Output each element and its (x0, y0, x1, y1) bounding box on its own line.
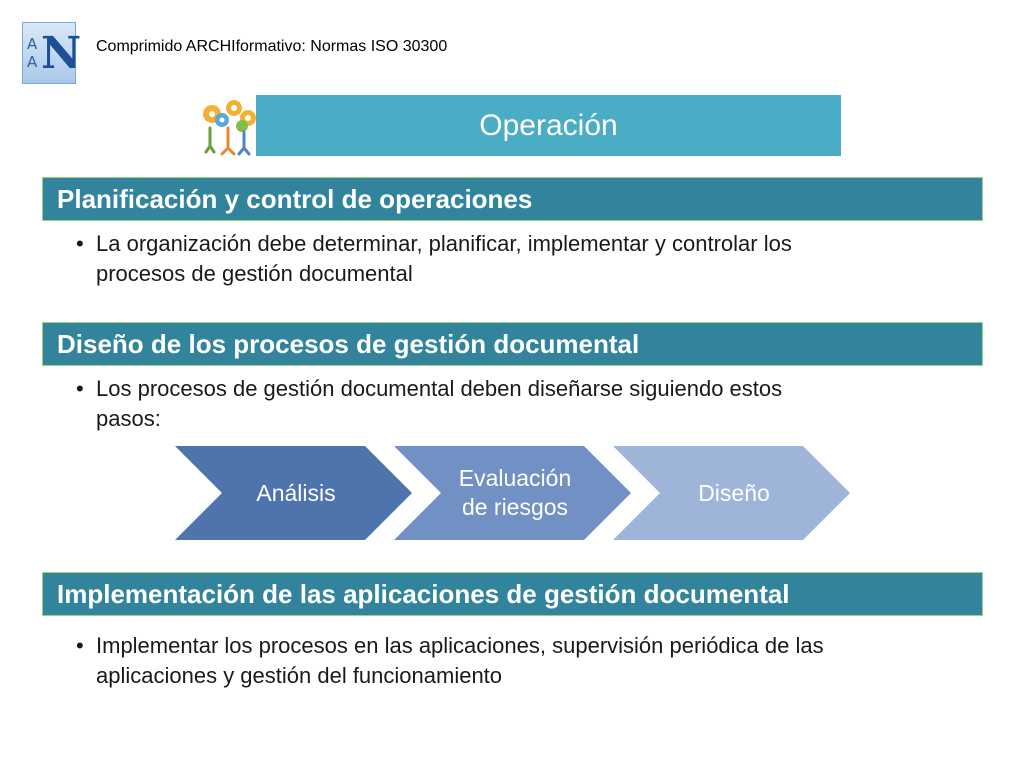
bullet-dot: • (76, 376, 84, 401)
logo-letter-n: N (41, 28, 82, 79)
step-label-line: Evaluación (458, 465, 572, 491)
document-title: Comprimido ARCHIformativo: Normas ISO 30300 (96, 38, 448, 55)
logo-letter-a-top: A (27, 35, 38, 53)
bullet-line: La organización debe determinar, planificar, implementar y controlar los (96, 231, 792, 256)
process-step-evaluacion-label (441, 446, 589, 540)
section-heading-diseno: Diseño de los procesos de gestión documental (42, 322, 983, 366)
section-heading-implementacion: Implementación de las aplicaciones de gestión documental (42, 572, 983, 616)
bullet-line: procesos de gestión documental (96, 261, 413, 286)
process-step-diseno-label (660, 446, 808, 540)
logo-letter-a-bottom: A (27, 53, 38, 71)
bullet-dot: • (76, 633, 84, 658)
step-label-line: Análisis (256, 479, 336, 506)
bullet-dot: • (76, 231, 84, 256)
bullet-line: Los procesos de gestión documental deben diseñarse siguiendo estos (96, 376, 783, 401)
bullet-line: aplicaciones y gestión del funcionamiento (96, 663, 503, 688)
process-step-analisis-label (222, 446, 370, 540)
step-label-line: Diseño (698, 479, 770, 506)
section-heading-planificacion: Planificación y control de operaciones (42, 177, 983, 221)
bullet-line: pasos: (96, 406, 161, 431)
bullet-line: Implementar los procesos en las aplicaciones, supervisión periódica de las (96, 633, 824, 658)
step-label-line: de riesgos (461, 494, 569, 520)
bullet-item (76, 631, 976, 693)
banner-title: Operación (479, 108, 618, 142)
